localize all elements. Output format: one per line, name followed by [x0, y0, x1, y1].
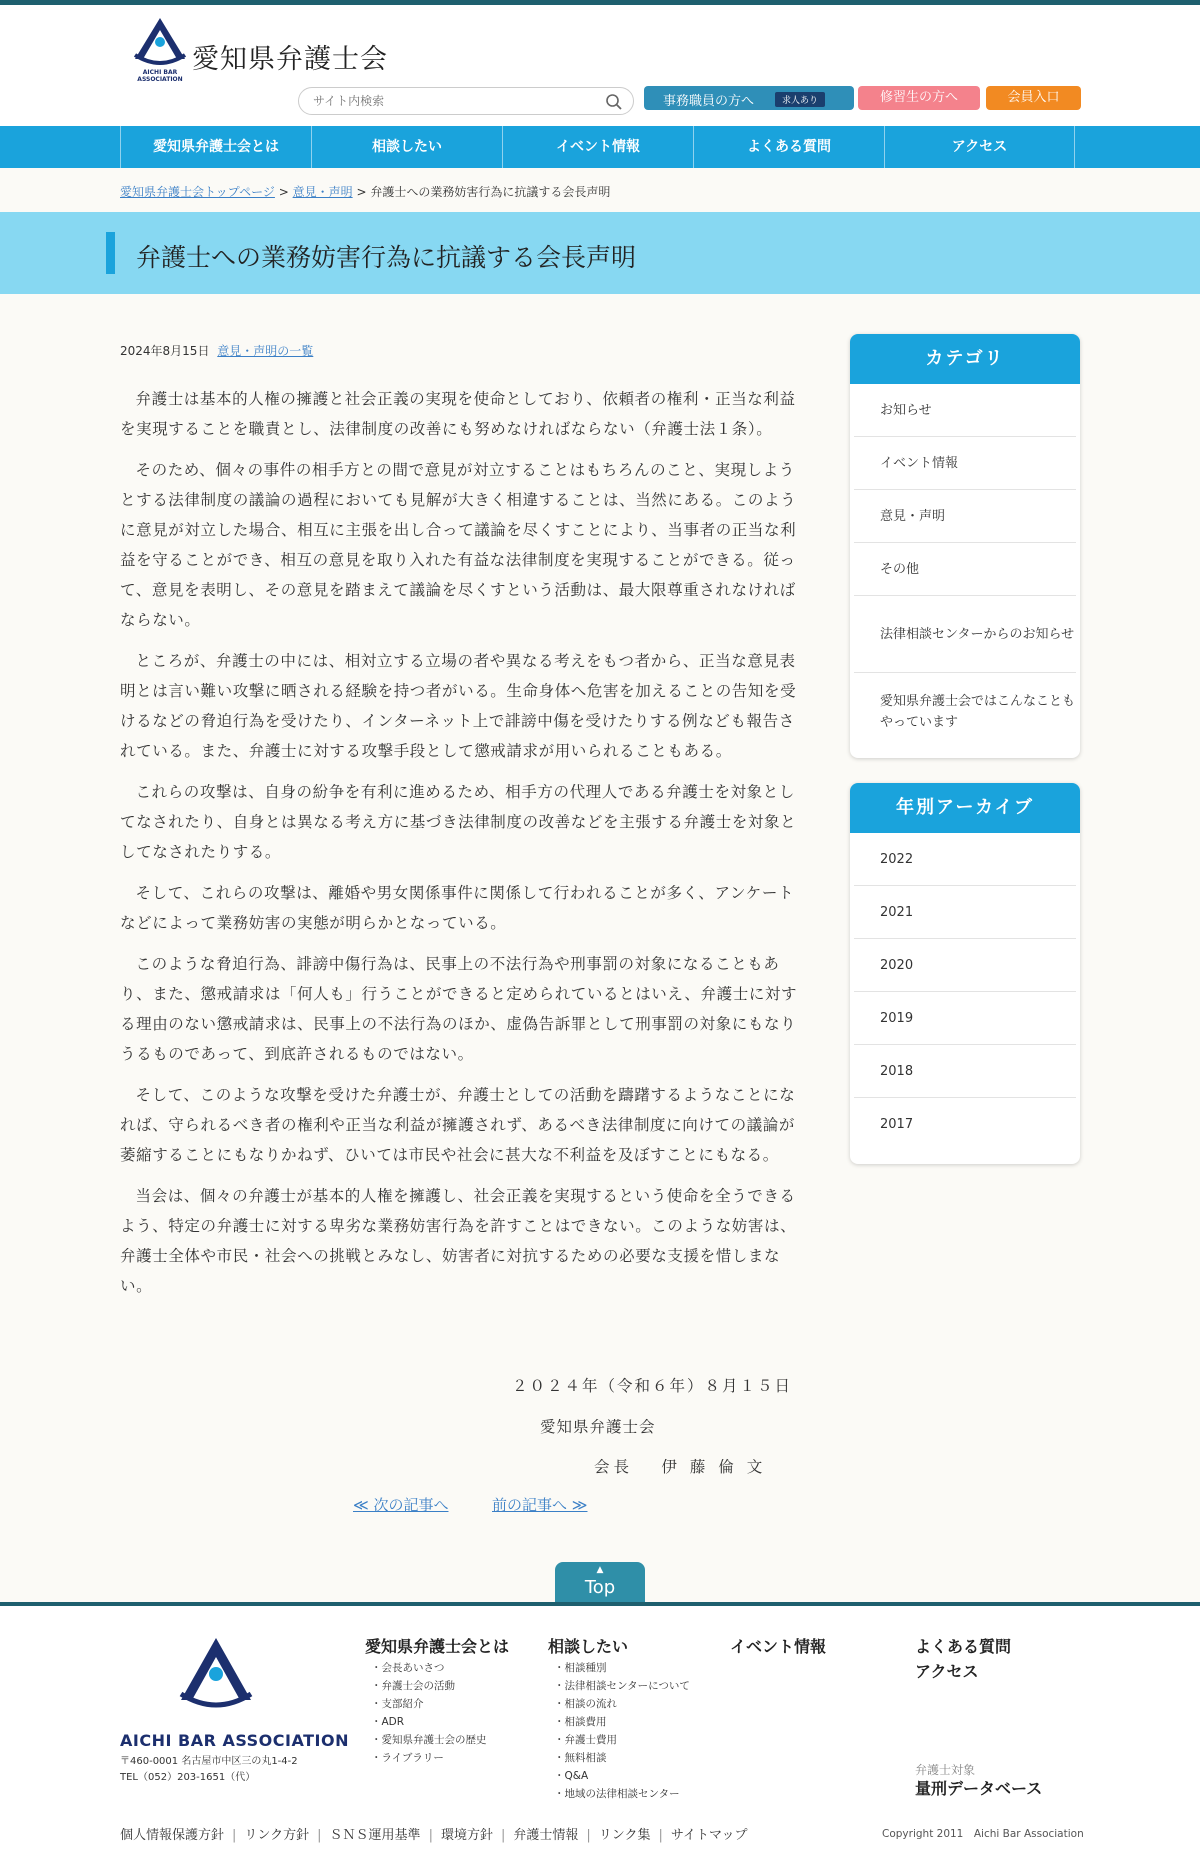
archive-heading: 年別アーカイブ: [850, 783, 1080, 833]
article-paragraph: そして、このような攻撃を受けた弁護士が、弁護士としての活動を躊躇するようなことになれば、守られるべき者の権利や正当な利益が擁護されず、あるべき法律制度に向けての議論が萎縮することにもなりかねず、ひいては市民や社会に甚大な不利益を及ぼすことにもなる。: [120, 1086, 796, 1164]
next-article-link[interactable]: ≪ 次の記事へ: [353, 1496, 449, 1514]
footer-policy-link[interactable]: 環境方針: [440, 1828, 493, 1843]
nav-item-faq[interactable]: よくある質問: [693, 126, 884, 168]
category-list: [850, 384, 1080, 754]
archive-year-item[interactable]: 2022: [854, 833, 1076, 886]
footer-policy-link[interactable]: リンク集: [598, 1828, 651, 1843]
article-paragraph: このような脅迫行為、誹謗中傷行為は、民事上の不法行為や刑事罰の対象になることもあり、また、懲戒請求は「何人も」行うことができると定められているとはいえ、弁護士に対する理由のない懲戒請求は、民事上の不法行為のほか、虚偽告訴罪として刑事罰の対象にもなりうるものであって、到底許されるものではない。: [120, 955, 798, 1063]
article-paragraph: ところが、弁護士の中には、相対立する立場の者や異なる考えをもつ者から、正当な意見表明とは言い難い攻撃に晒される経験を持つ者がいる。生命身体へ危害を加えることの告知を受けるなどの脅迫行為を受けたり、インターネット上で誹謗中傷を受けたりする例なども報告されている。また、弁護士に対する攻撃手段として懲戒請求が用いられることもある。: [120, 652, 797, 760]
archive-year-item[interactable]: 2021: [854, 886, 1076, 939]
category-item[interactable]: お知らせ: [854, 384, 1076, 437]
category-heading: カテゴリ: [850, 334, 1080, 384]
title-accent-bar: [106, 232, 115, 274]
breadcrumb-home[interactable]: 愛知県弁護士会トップページ: [120, 185, 275, 199]
footer-link-separator: |: [428, 1828, 433, 1843]
site-footer: [0, 1602, 1200, 1859]
nav-item-about[interactable]: 愛知県弁護士会とは: [120, 126, 311, 168]
footer-col-title[interactable]: よくある質問: [915, 1637, 1012, 1656]
logo-mark-icon: [130, 15, 190, 69]
article-meta: [120, 342, 313, 359]
footer-address-block: [120, 1754, 298, 1786]
pager-prev-article: [492, 1494, 587, 1515]
footer-link[interactable]: ・弁護士費用: [554, 1734, 617, 1746]
member-login-button[interactable]: 会員入口: [986, 86, 1081, 110]
footer-link[interactable]: ・弁護士会の活動: [371, 1680, 455, 1692]
breadcrumb-current: 弁護士への業務妨害行為に抗議する会長声明: [370, 185, 611, 199]
footer-policy-link[interactable]: ＳＮＳ運用基準: [329, 1828, 421, 1843]
footer-policy-link[interactable]: 弁護士情報: [513, 1828, 579, 1843]
archive-year-item[interactable]: 2018: [854, 1045, 1076, 1098]
footer-col-title[interactable]: イベント情報: [730, 1637, 827, 1656]
footer-link[interactable]: ・無料相談: [554, 1752, 607, 1764]
footer-link[interactable]: ・相談種別: [554, 1662, 607, 1674]
signature-date: ２０２４年（令和６年）８月１５日: [512, 1377, 793, 1395]
article-paragraph: そして、これらの攻撃は、離婚や男女関係事件に関係して行われることが多く、アンケートなどによって業務妨害の実態が明らかとなっている。: [120, 884, 795, 932]
footer-org-name: AICHI BAR ASSOCIATION: [120, 1731, 349, 1750]
archive-year-item[interactable]: 2020: [854, 939, 1076, 992]
article-paragraph: これらの攻撃は、自身の紛争を有利に進めるため、相手方の代理人である弁護士を対象としてなされたり、自身とは異なる考え方に基づき法律制度の改善などを主張する弁護士を対象としてなされたりする。: [120, 783, 797, 861]
footer-link[interactable]: ・相談の流れ: [554, 1698, 617, 1710]
footer-link[interactable]: ・支部紹介: [371, 1698, 424, 1710]
footer-link[interactable]: ・愛知県弁護士会の歴史: [371, 1734, 487, 1746]
breadcrumb-category[interactable]: 意見・声明: [292, 185, 353, 199]
footer-link[interactable]: ・法律相談センターについて: [554, 1680, 690, 1692]
footer-policy-link[interactable]: リンク方針: [244, 1828, 310, 1843]
footer-col-about: [365, 1634, 509, 1767]
footer-policy-links: [120, 1824, 747, 1843]
footer-col-title[interactable]: アクセス: [915, 1662, 979, 1681]
footer-link-separator: |: [658, 1828, 663, 1843]
footer-link-separator: |: [317, 1828, 322, 1843]
database-caption: 弁護士対象: [915, 1763, 976, 1777]
up-arrow-icon: ▲: [596, 1565, 604, 1575]
nav-item-access[interactable]: アクセス: [884, 126, 1075, 168]
archive-list: [850, 833, 1080, 1155]
nav-item-events[interactable]: イベント情報: [502, 126, 693, 168]
footer-logo-icon[interactable]: [175, 1634, 257, 1716]
database-title: 量刑データベース: [915, 1779, 1043, 1798]
category-item[interactable]: イベント情報: [854, 437, 1076, 490]
footer-link[interactable]: ・Q&A: [554, 1770, 589, 1782]
footer-link[interactable]: ・地域の法律相談センター: [554, 1788, 680, 1800]
staff-button-label: 事務職員の方へ: [663, 94, 755, 109]
footer-policy-link[interactable]: 個人情報保護方針: [120, 1828, 225, 1843]
footer-col-faq: [915, 1634, 1011, 1684]
archive-panel: [850, 783, 1080, 1164]
footer-tel: TEL（052）203-1651（代）: [120, 1772, 256, 1783]
search-icon[interactable]: [605, 93, 623, 111]
back-to-top-label: Top: [584, 1577, 616, 1598]
footer-link[interactable]: ・会長あいさつ: [371, 1662, 445, 1674]
article-body: [120, 384, 810, 1312]
article-paragraph: そのため、個々の事件の相手方との間で意見が対立することはもちろんのこと、実現しようとする法律制度の議論の過程においても見解が大きく相違することは、当然にある。このように意見が対立した場合、相互に主張を出し合って議論を尽くすことにより、当事者の正当な利益を守ることができ、相互の意見を取り入れた有益な法律制度を実現することができる。従って、意見を表明し、その意見を踏まえて議論を尽くすという活動は、最大限尊重されなければならない。: [120, 461, 797, 629]
title-band: [0, 212, 1200, 294]
category-item[interactable]: 意見・声明: [854, 490, 1076, 543]
staff-button[interactable]: [644, 86, 854, 110]
sentencing-database-link[interactable]: [915, 1762, 1042, 1800]
footer-col-title[interactable]: 相談したい: [548, 1637, 629, 1656]
category-item[interactable]: その他: [854, 543, 1076, 596]
breadcrumb-separator: >: [274, 185, 293, 199]
footer-link-separator: |: [500, 1828, 506, 1843]
footer-link-separator: |: [232, 1828, 237, 1843]
category-list-link[interactable]: 意見・声明の一覧: [217, 344, 314, 358]
nav-item-consult[interactable]: 相談したい: [311, 126, 502, 168]
footer-link[interactable]: ・相談費用: [554, 1716, 607, 1728]
job-badge: 求人あり: [775, 92, 825, 107]
category-item[interactable]: 法律相談センターからのお知らせ: [854, 596, 1076, 673]
signature-organization: 愛知県弁護士会: [540, 1418, 656, 1436]
trainee-button[interactable]: 修習生の方へ: [858, 86, 980, 110]
footer-col-events: [730, 1634, 826, 1659]
post-date: 2024年8月15日: [120, 344, 210, 358]
back-to-top-button[interactable]: [555, 1562, 645, 1602]
breadcrumb-separator: >: [352, 185, 371, 199]
logo-caption: AICHI BAR ASSOCIATION: [137, 69, 183, 83]
global-nav: [0, 126, 1200, 168]
site-header: [0, 5, 1200, 126]
footer-link-separator: |: [586, 1828, 591, 1843]
footer-policy-link[interactable]: サイトマップ: [670, 1828, 748, 1843]
archive-year-item[interactable]: 2017: [880, 1117, 914, 1132]
pager-next-article: [353, 1494, 448, 1515]
site-logo[interactable]: [130, 15, 190, 87]
signature-name: 会長 伊 藤 倫 文: [594, 1458, 767, 1476]
copyright: Copyright 2011 Aichi Bar Association: [882, 1828, 1084, 1840]
site-title[interactable]: 愛知県弁護士会: [192, 44, 388, 75]
category-panel: [850, 334, 1080, 758]
footer-link[interactable]: ・ライブラリー: [371, 1752, 444, 1764]
search-box: [298, 87, 634, 115]
breadcrumb: [120, 183, 610, 200]
prev-article-link[interactable]: 前の記事へ ≫: [492, 1496, 588, 1514]
page-title: 弁護士への業務妨害行為に抗議する会長声明: [136, 243, 637, 272]
footer-link[interactable]: ・ADR: [371, 1716, 405, 1728]
footer-col-consult: [548, 1634, 690, 1803]
article-paragraph: 弁護士は基本的人権の擁護と社会正義の実現を使命としており、依頼者の権利・正当な利益を実現することを職責とし、法律制度の改善にも努めなければならない（弁護士法１条）。: [120, 390, 796, 438]
article-paragraph: 当会は、個々の弁護士が基本的人権を擁護し、社会正義を実現するという使命を全うできるよう、特定の弁護士に対する卑劣な業務妨害行為を許すことはできない。このような妨害は、弁護士全体や市民・社会への挑戦とみなし、妨害者に対抗するための必要な支援を惜しまない。: [120, 1187, 797, 1295]
archive-year-item[interactable]: 2019: [854, 992, 1076, 1045]
category-item[interactable]: 愛知県弁護士会ではこんなこともやっています: [880, 693, 1076, 730]
footer-col-title[interactable]: 愛知県弁護士会とは: [365, 1637, 510, 1656]
footer-address: 〒460-0001 名古屋市中区三の丸1-4-2: [120, 1756, 298, 1767]
search-input[interactable]: [313, 92, 593, 110]
